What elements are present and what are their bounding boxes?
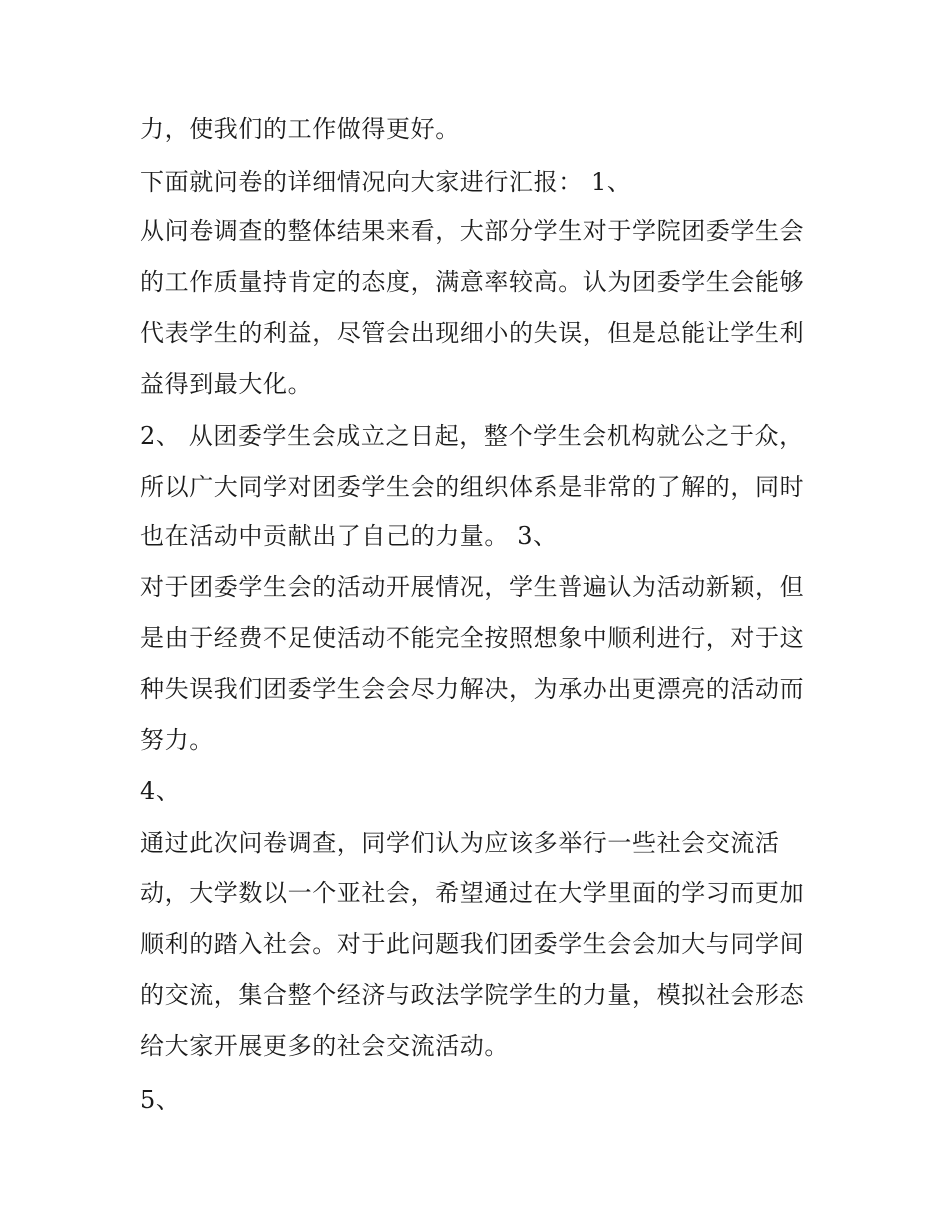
text-line: 2、 从团委学生会成立之日起，整个学生会机构就公之于众， [140,422,804,450]
text-line: 的工作质量持肯定的态度，满意率较高。认为团委学生会能够 [140,268,805,296]
text-line: 种失误我们团委学生会会尽力解决，为承办出更漂亮的活动而 [140,675,805,703]
text-line: 也在活动中贡献出了自己的力量。 3、 [140,522,558,550]
text-line: 所以广大同学对团委学生会的组织体系是非常的了解的，同时 [140,473,805,501]
text-line: 是由于经费不足使活动不能完全按照想象中顺利进行，对于这 [140,624,805,652]
text-line: 顺利的踏入社会。对于此问题我们团委学生会会加大与同学间 [140,930,805,958]
text-line: 从问卷调查的整体结果来看，大部分学生对于学院团委学生会 [140,217,805,245]
text-line: 努力。 [140,726,214,754]
text-line: 的交流，集合整个经济与政法学院学生的力量，模拟社会形态 [140,981,805,1009]
text-line: 力，使我们的工作做得更好。 [140,115,460,143]
text-line: 4、 [140,777,181,805]
text-line: 5、 [140,1086,181,1114]
text-line: 动，大学数以一个亚社会，希望通过在大学里面的学习而更加 [140,879,805,907]
text-line: 下面就问卷的详细情况向大家进行汇报： 1、 [140,168,632,196]
text-line: 益得到最大化。 [140,370,313,398]
text-line: 代表学生的利益，尽管会出现细小的失误，但是总能让学生利 [140,319,805,347]
text-line: 通过此次问卷调查，同学们认为应该多举行一些社会交流活 [140,829,780,857]
text-line: 对于团委学生会的活动开展情况，学生普遍认为活动新颖，但 [140,573,805,601]
text-line: 给大家开展更多的社会交流活动。 [140,1032,509,1060]
